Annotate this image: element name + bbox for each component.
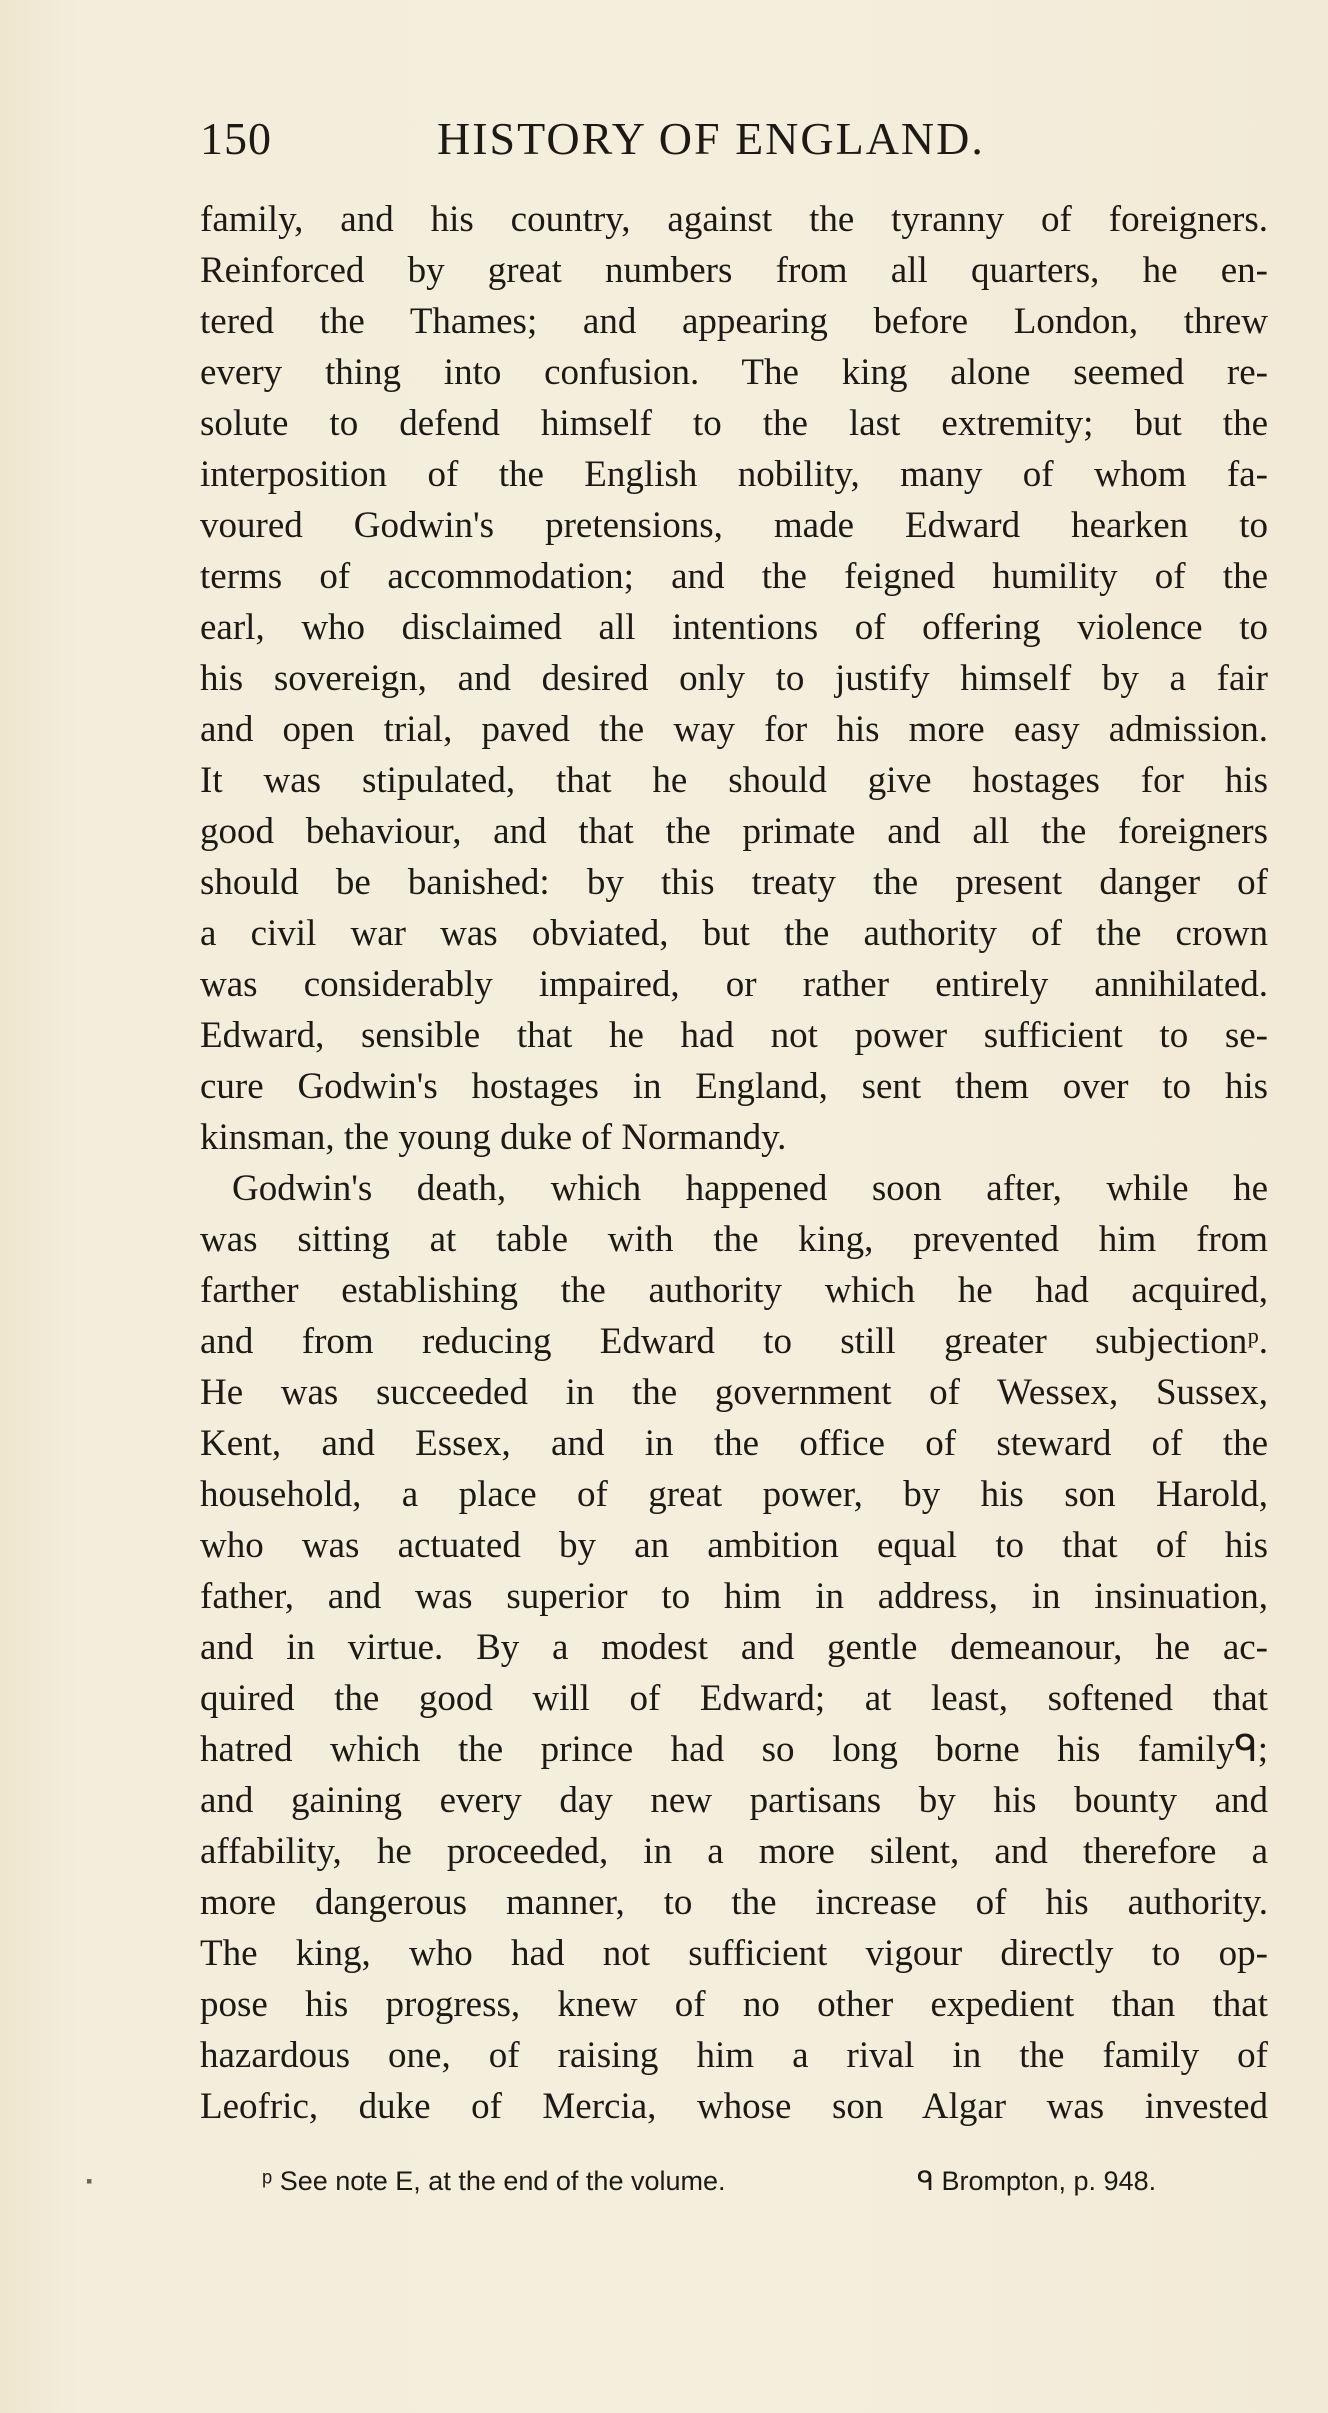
text-line: The king, who had not sufficient vigour directly to op-	[200, 1933, 1268, 1974]
text-line: more dangerous manner, to the increase of his authority.	[200, 1882, 1268, 1923]
text-line: pose his progress, knew of no other expedient than that	[200, 1984, 1268, 2025]
text-line: his sovereign, and desired only to justify himself by a fair	[200, 658, 1268, 699]
text-line: Reinforced by great numbers from all quarters, he en-	[200, 250, 1268, 291]
text-line: every thing into confusion. The king alone seemed re-	[200, 352, 1268, 393]
footnote-q: ᑫ Brompton, p. 948.	[917, 2166, 1157, 2196]
text-line: It was stipulated, that he should give hostages for his	[200, 760, 1268, 801]
text-line: household, a place of great power, by his son Harold,	[200, 1474, 1268, 1515]
text-line: quired the good will of Edward; at least, softened that	[200, 1678, 1268, 1719]
text-line: and gaining every day new partisans by his bounty and	[200, 1780, 1268, 1821]
footnote-p: ᵖ See note E, at the end of the volume.	[262, 2166, 726, 2196]
text-line: affability, he proceeded, in a more silent, and therefore a	[200, 1831, 1268, 1872]
text-line: was considerably impaired, or rather entirely annihilated.	[200, 964, 1268, 1005]
margin-mark-icon: ▪	[86, 2171, 93, 2191]
text-line: farther establishing the authority which he had acquired,	[200, 1270, 1268, 1311]
running-title: HISTORY OF ENGLAND.	[437, 113, 985, 164]
footnotes	[262, 2166, 1212, 2206]
text-line: hatred which the prince had so long borne his familyᑫ;	[200, 1729, 1268, 1770]
text-line: voured Godwin's pretensions, made Edward hearken to	[200, 505, 1268, 546]
text-line: who was actuated by an ambition equal to that of his	[200, 1525, 1268, 1566]
text-line: hazardous one, of raising him a rival in the family of	[200, 2035, 1268, 2076]
text-line: terms of accommodation; and the feigned humility of the	[200, 556, 1268, 597]
text-line: Leofric, duke of Mercia, whose son Algar was invested	[200, 2086, 1268, 2127]
text-line: interposition of the English nobility, many of whom fa-	[200, 454, 1268, 495]
text-line: good behaviour, and that the primate and all the foreigners	[200, 811, 1268, 852]
text-line: father, and was superior to him in address, in insinuation,	[200, 1576, 1268, 1617]
text-line: and open trial, paved the way for his more easy admission.	[200, 709, 1268, 750]
paragraph-start-line: Godwin's death, which happened soon after, while he	[232, 1168, 1268, 1209]
text-line: and in virtue. By a modest and gentle demeanour, he ac-	[200, 1627, 1268, 1668]
page-number: 150	[200, 113, 272, 164]
text-line: cure Godwin's hostages in England, sent them over to his	[200, 1066, 1268, 1107]
running-head	[200, 112, 1030, 172]
text-line: should be banished: by this treaty the present danger of	[200, 862, 1268, 903]
text-line: solute to defend himself to the last extremity; but the	[200, 403, 1268, 444]
text-line: and from reducing Edward to still greater subjectionᵖ.	[200, 1321, 1268, 1362]
paragraph-end-line: kinsman, the young duke of Normandy.	[200, 1117, 787, 1158]
text-line: He was succeeded in the government of Wessex, Sussex,	[200, 1372, 1268, 1413]
text-line: Kent, and Essex, and in the office of steward of the	[200, 1423, 1268, 1464]
text-line: Edward, sensible that he had not power sufficient to se-	[200, 1015, 1268, 1056]
text-line: family, and his country, against the tyranny of foreigners.	[200, 199, 1268, 240]
text-line: earl, who disclaimed all intentions of offering violence to	[200, 607, 1268, 648]
text-line: was sitting at table with the king, prevented him from	[200, 1219, 1268, 1260]
text-line: tered the Thames; and appearing before London, threw	[200, 301, 1268, 342]
text-line: a civil war was obviated, but the authority of the crown	[200, 913, 1268, 954]
body-text	[200, 194, 1268, 2132]
